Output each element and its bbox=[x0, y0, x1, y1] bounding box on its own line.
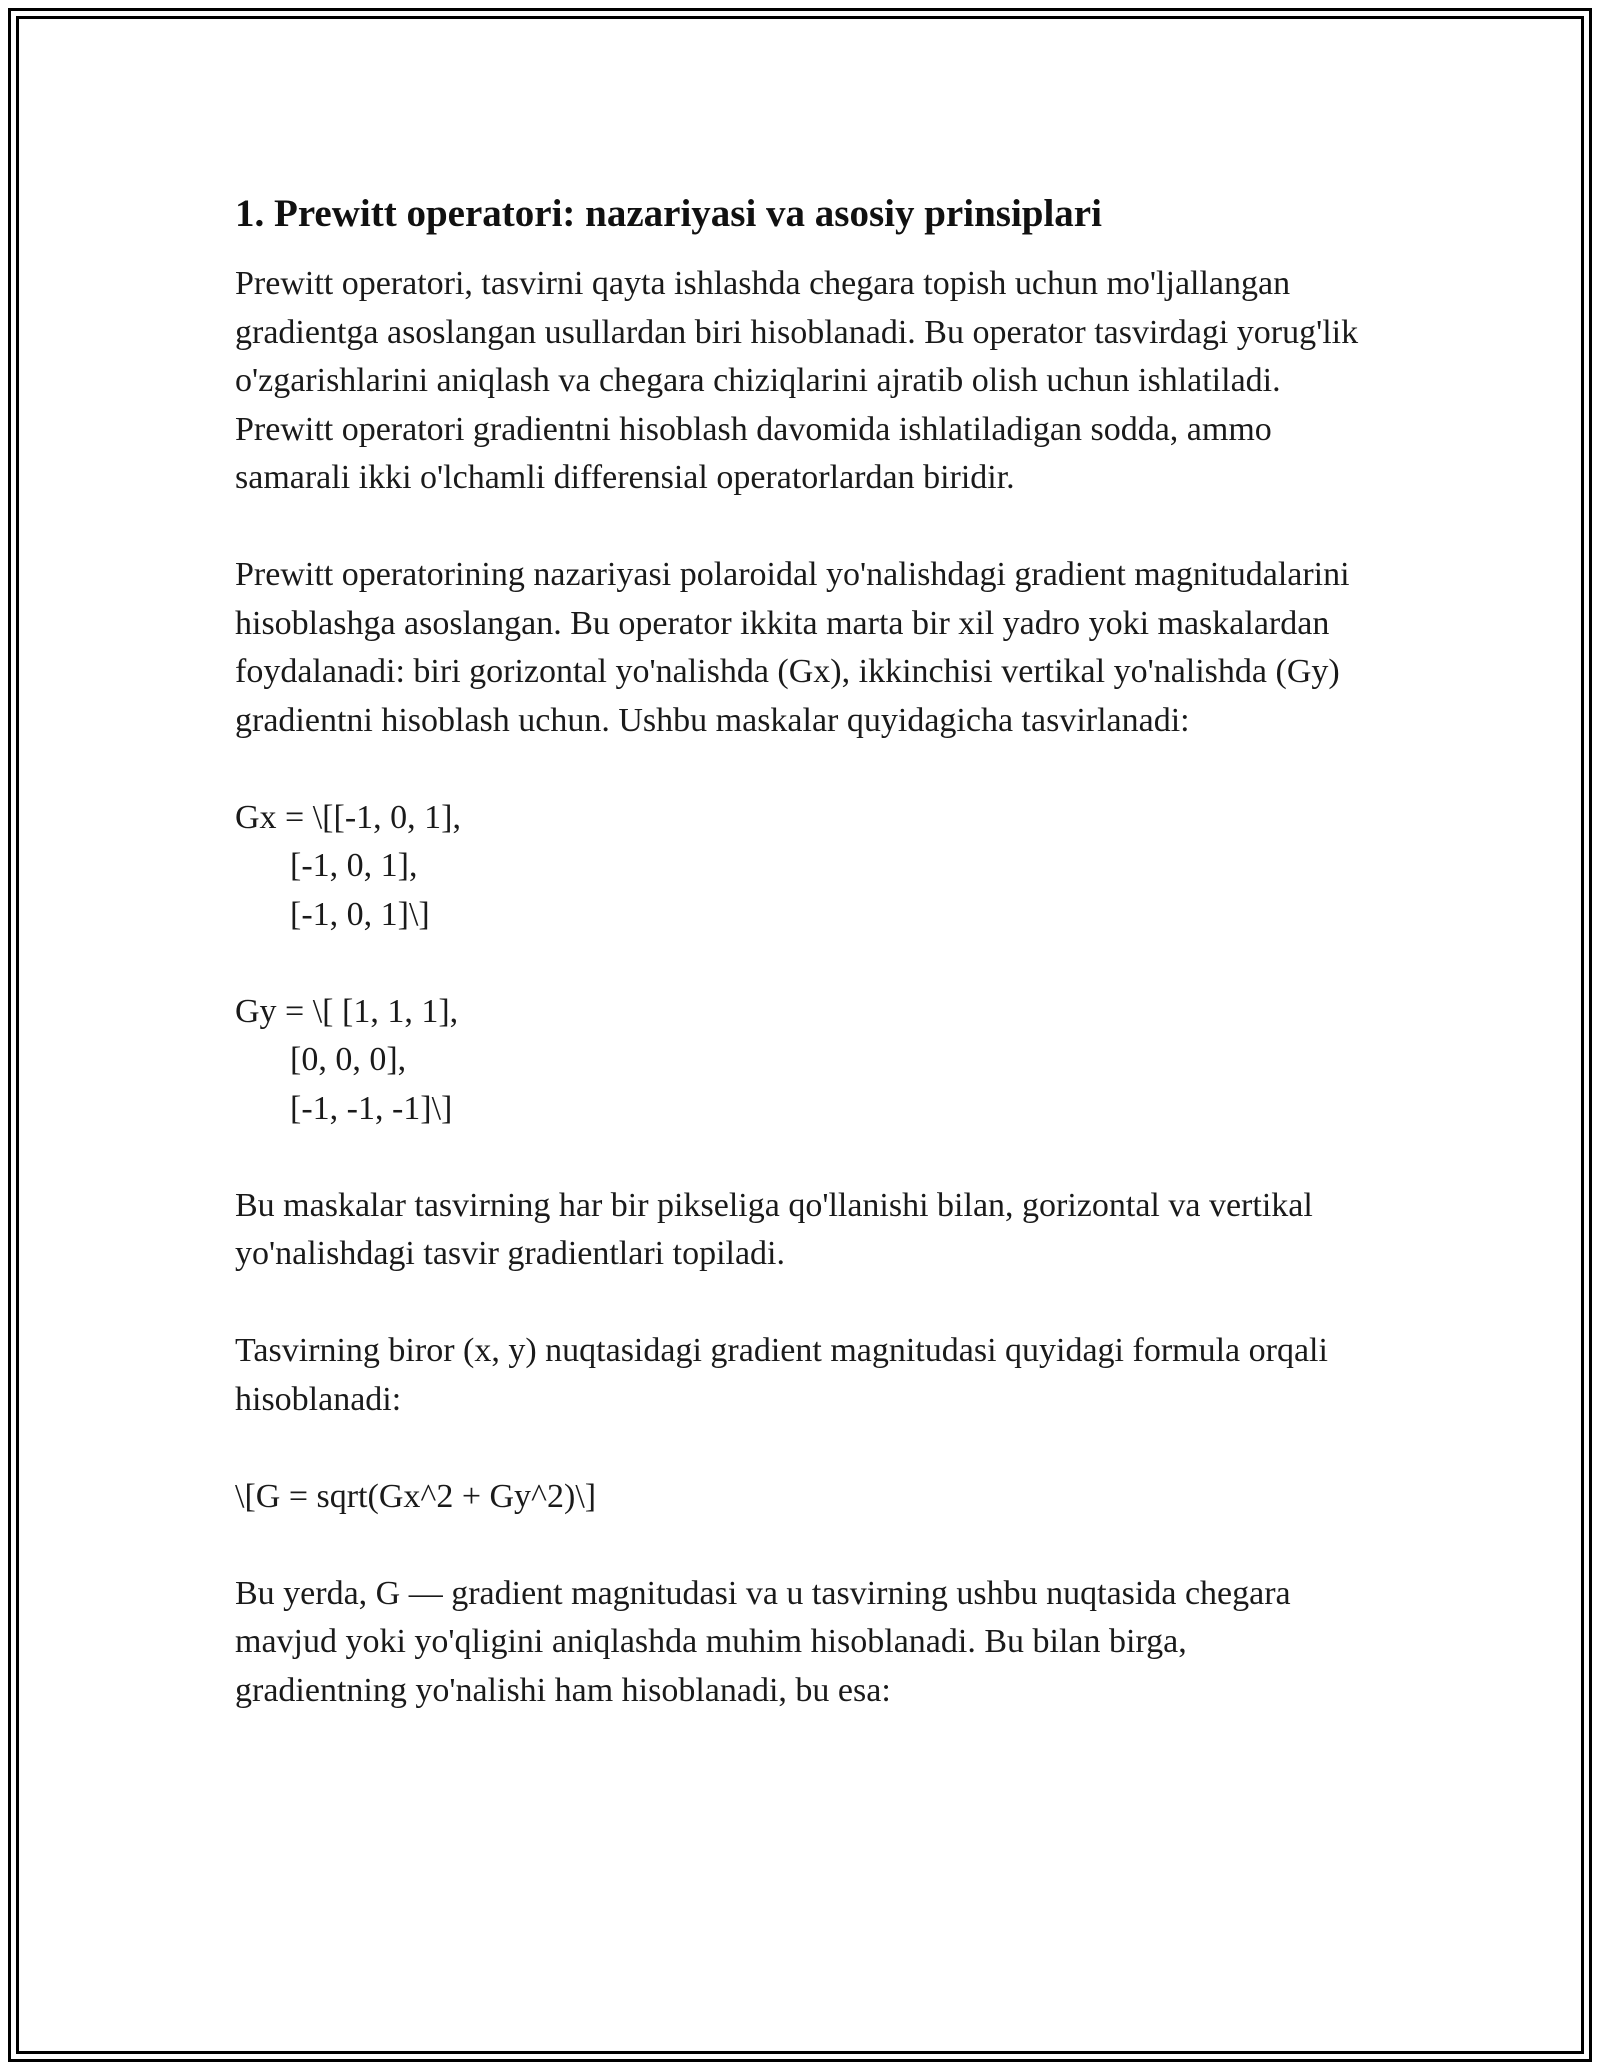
spacer bbox=[235, 1279, 1365, 1328]
spacer bbox=[235, 1424, 1365, 1473]
spacer bbox=[235, 1521, 1365, 1570]
gy-matrix-line: [-1, -1, -1]\] bbox=[290, 1089, 453, 1127]
gx-matrix-line: [-1, 0, 1], bbox=[290, 847, 418, 884]
paragraph-intro: Prewitt operatori, tasvirni qayta ishlashda chegara topish uchun mo'ljallangan gradientga asoslangan usullardan biri hisoblanadi. Bu operator tasvirdagi yorug'lik o'zgarishlarini aniqlash va chegara chiziqlarini ajratib olish uchun ishlatiladi. Prewitt operatori gradientni hisoblash davomida ishlatiladigan sodda, ammo samarali ikki o'lchamli differensial operatorlardan biridir. bbox=[235, 265, 1359, 496]
spacer bbox=[235, 745, 1365, 794]
section-heading: 1. Prewitt operatori: nazariyasi va asosiy prinsiplari bbox=[235, 192, 1102, 235]
gx-matrix-line: Gx = \[[-1, 0, 1], bbox=[235, 798, 461, 836]
gy-matrix-line: Gy = \[ [1, 1, 1], bbox=[235, 992, 459, 1030]
paragraph-masks: Bu maskalar tasvirning har bir pikseliga qo'llanishi bilan, gorizontal va vertikal yo'nalishdagi tasvir gradientlari topiladi. bbox=[235, 1186, 1313, 1272]
gy-matrix-line: [0, 0, 0], bbox=[290, 1041, 407, 1078]
document-body bbox=[235, 186, 1365, 1715]
paragraph-magnitude: Tasvirning biror (x, y) nuqtasidagi gradient magnitudasi quyidagi formula orqali hisoblanadi: bbox=[235, 1332, 1328, 1418]
magnitude-formula: \[G = sqrt(Gx^2 + Gy^2)\] bbox=[235, 1477, 597, 1515]
spacer bbox=[235, 939, 1365, 988]
spacer bbox=[235, 1133, 1365, 1182]
paragraph-direction: Bu yerda, G — gradient magnitudasi va u tasvirning ushbu nuqtasida chegara mavjud yoki yo'qligini aniqlashda muhim hisoblanadi. Bu bilan birga, gradientning yo'nalishi ham hisoblanadi, bu esa: bbox=[235, 1574, 1291, 1709]
gx-matrix bbox=[235, 794, 1365, 940]
paragraph-theory: Prewitt operatorining nazariyasi polaroidal yo'nalishdagi gradient magnitudalarini hisoblashga asoslangan. Bu operator ikkita marta bir xil yadro yoki maskalardan foydalanadi: biri gorizontal yo'nalishda (Gx), ikkinchisi vertikal yo'nalishda (Gy) gradientni hisoblash uchun. Ushbu maskalar quyidagicha tasvirlanadi: bbox=[235, 556, 1350, 739]
spacer bbox=[235, 503, 1365, 552]
gy-matrix bbox=[235, 988, 1365, 1134]
gx-matrix-line: [-1, 0, 1]\] bbox=[290, 895, 430, 933]
